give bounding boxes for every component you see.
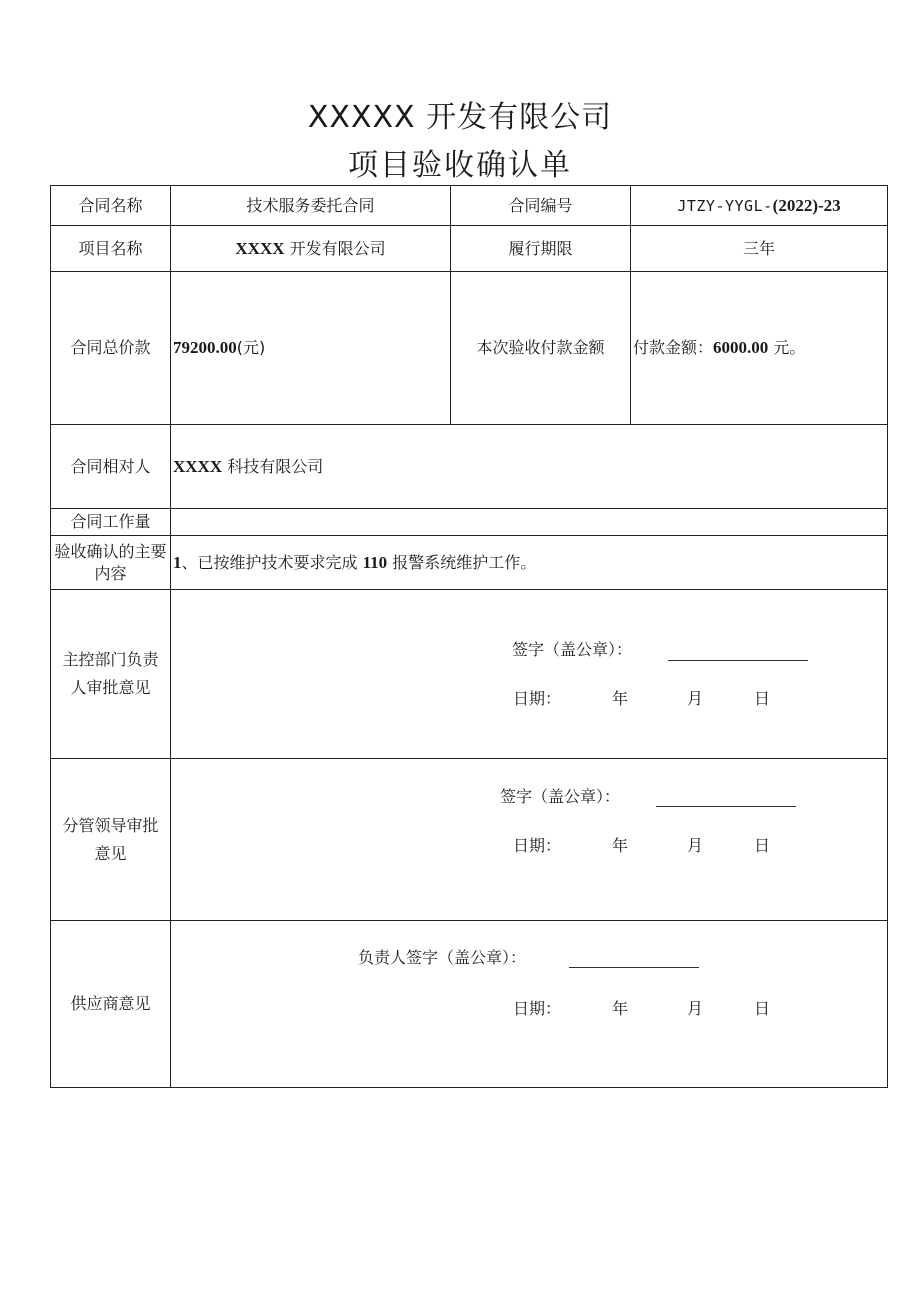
total-price-value bbox=[171, 272, 451, 425]
leader-approval-label: 分管领导审批意见 bbox=[51, 759, 171, 921]
leader-date-label: 日期： bbox=[513, 836, 562, 855]
supplier-date-year: 年 bbox=[612, 999, 629, 1018]
contract-name-value: 技术服务委托合同 bbox=[171, 186, 451, 226]
company-title: XXXXX 开发有限公司 bbox=[307, 100, 613, 135]
term-label: 履行期限 bbox=[451, 226, 631, 272]
dept-approval-label: 主控部门负责人审批意见 bbox=[51, 590, 171, 759]
payment-value bbox=[631, 272, 888, 425]
dept-approval-cell bbox=[171, 590, 888, 759]
supplier-date-day: 日 bbox=[754, 999, 771, 1018]
counterparty-label: 合同相对人 bbox=[51, 425, 171, 509]
content-text1: 、已按维护技术要求完成 bbox=[181, 552, 363, 572]
content-value bbox=[171, 536, 888, 590]
payment-unit: 元。 bbox=[768, 338, 806, 357]
row-counterparty bbox=[51, 425, 888, 509]
counterparty-rest: 科技有限公司 bbox=[222, 456, 324, 476]
project-name-bold: XXXX bbox=[235, 238, 285, 258]
supplier-date-label: 日期： bbox=[513, 999, 562, 1018]
acceptance-form-table bbox=[50, 185, 888, 1088]
content-num2: 110 bbox=[362, 552, 388, 572]
project-name-rest: 开发有限公司 bbox=[284, 238, 386, 258]
row-project-name bbox=[51, 226, 888, 272]
contract-no-suffix: (2022)-23 bbox=[772, 195, 841, 215]
payment-num: 6000.00 bbox=[713, 338, 769, 357]
project-name-value bbox=[171, 226, 451, 272]
dept-date-label: 日期： bbox=[513, 689, 562, 708]
dept-sign-label: 签字（盖公章）： bbox=[512, 640, 633, 659]
leader-approval-cell bbox=[171, 759, 888, 921]
row-price bbox=[51, 272, 888, 425]
supplier-opinion-label: 供应商意见 bbox=[51, 921, 171, 1088]
payment-label: 本次验收付款金额 bbox=[451, 272, 631, 425]
project-name-label: 项目名称 bbox=[51, 226, 171, 272]
row-leader-approval bbox=[51, 759, 888, 921]
dept-date-month: 月 bbox=[687, 689, 704, 708]
supplier-date-month: 月 bbox=[687, 999, 704, 1018]
total-price-num: 79200.00 bbox=[173, 338, 237, 357]
row-supplier-opinion bbox=[51, 921, 888, 1088]
dept-sign-line[interactable] bbox=[668, 646, 808, 661]
leader-sign-label: 签字（盖公章）： bbox=[500, 787, 621, 806]
contract-no-value bbox=[631, 186, 888, 226]
form-title: 项目验收确认单 bbox=[348, 148, 572, 183]
term-value: 三年 bbox=[631, 226, 888, 272]
contract-no-prefix: JTZY-YYGL- bbox=[677, 196, 773, 215]
leader-sign-line[interactable] bbox=[656, 792, 796, 807]
counterparty-bold: XXXX bbox=[173, 456, 223, 476]
supplier-sign-line[interactable] bbox=[569, 953, 699, 968]
workload-label: 合同工作量 bbox=[51, 509, 171, 536]
supplier-opinion-cell bbox=[171, 921, 888, 1088]
row-content bbox=[51, 536, 888, 590]
total-price-label: 合同总价款 bbox=[51, 272, 171, 425]
row-dept-approval bbox=[51, 590, 888, 759]
leader-date-day: 日 bbox=[754, 836, 771, 855]
counterparty-value bbox=[171, 425, 888, 509]
row-workload bbox=[51, 509, 888, 536]
content-text2: 报警系统维护工作。 bbox=[387, 552, 537, 572]
leader-date-month: 月 bbox=[687, 836, 704, 855]
row-contract-name bbox=[51, 186, 888, 226]
contract-name-label: 合同名称 bbox=[51, 186, 171, 226]
dept-date-day: 日 bbox=[754, 689, 771, 708]
dept-date-year: 年 bbox=[612, 689, 629, 708]
workload-value bbox=[171, 509, 888, 536]
content-label: 验收确认的主要内容 bbox=[51, 536, 171, 590]
contract-no-label: 合同编号 bbox=[451, 186, 631, 226]
total-price-unit: (元) bbox=[236, 338, 266, 357]
payment-prefix: 付款金额： bbox=[633, 338, 714, 357]
content-num1: 1 bbox=[173, 552, 182, 572]
supplier-sign-label: 负责人签字（盖公章）： bbox=[358, 948, 527, 967]
leader-date-year: 年 bbox=[612, 836, 629, 855]
